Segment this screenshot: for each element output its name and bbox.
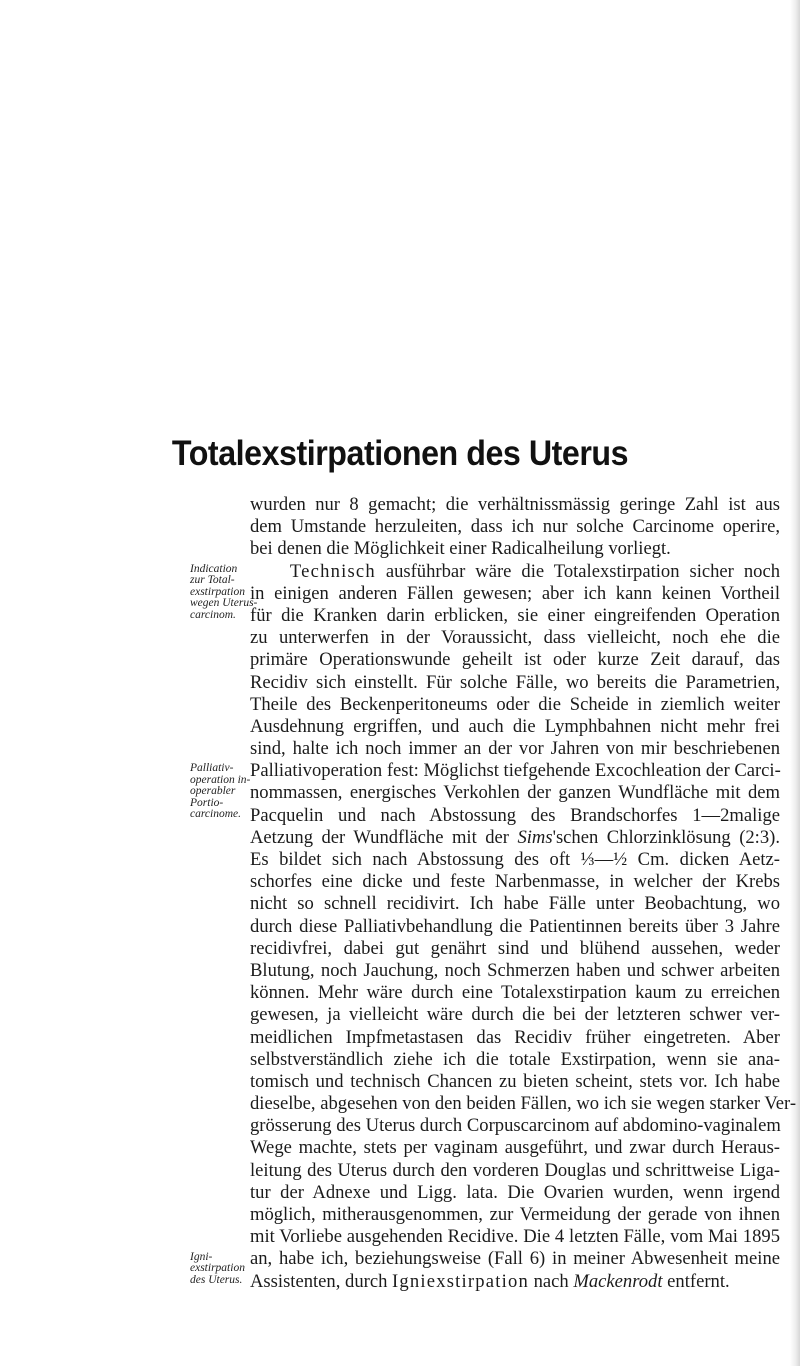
margin-note-line: wegen Uterus- [190,597,258,610]
text-run: dieselbe, abgesehen von den beiden Fällen, wo ich sie wegen starker Ver- [250,1093,797,1115]
text-run: können. Mehr wäre durch eine Totalexstirpation kaum zu erreichen [250,982,780,1004]
body-text [250,494,797,1293]
text-line [250,1093,797,1115]
text-run: nicht so schnell recidivirt. Ich habe Fälle unter Beobachtung, wo [250,893,780,915]
text-run: Theile des Beckenperitoneums oder die Scheide in ziemlich weiter [250,693,780,715]
text-line [250,938,780,960]
margin-note-line: Indication [190,562,238,575]
text-run: Es bildet sich nach Abstossung des oft ⅓—½ Cm. dicken Aetz- [250,849,780,870]
italic-name: Mackenrodt [573,1270,663,1292]
text-run: Pacquelin und nach Abstossung des Brandschorfes 1—2malige [250,804,780,826]
text-run: dem Umstande herzuleiten, dass ich nur solche Carcinome operire, [250,516,780,538]
text-line [250,538,780,560]
text-line [250,1204,780,1226]
margin-note [190,763,250,821]
text-run: selbstverständlich ziehe ich die totale Exstirpation, wenn sie ana- [250,1048,780,1070]
text-line [250,1226,780,1248]
text-run [250,561,290,582]
text-line [250,1271,780,1293]
text-line [250,1049,780,1071]
text-run: recidivfrei, dabei gut genährt sind und blühend aussehen, weder [250,937,780,959]
text-line [250,782,780,804]
italic-name: Sims [517,826,553,848]
text-line [250,1071,780,1093]
margin-note-line: Igni- [190,1250,213,1263]
margin-note-line: carcinom. [190,608,236,621]
text-run: Palliativoperation fest: Möglichst tiefgehende Excochleation der Carci- [250,760,781,782]
text-line [250,916,780,938]
text-run: leitung des Uterus durch den vorderen Douglas und schrittweise Liga- [250,1159,780,1181]
margin-note [190,1252,250,1287]
text-line [250,1160,780,1182]
text-run: gewesen, ja vielleicht wäre durch die bei der letzteren schwer ver- [250,1004,780,1026]
text-run: mit Vorliebe ausgehenden Recidive. Die 4 letzten Fälle, vom Mai 1895 [250,1226,780,1248]
margin-note-line: exstirpation [190,1262,245,1275]
text-run: sind, halte ich noch immer an der vor Jahren von mir beschriebenen [250,738,780,760]
text-run: tomisch und technisch Chancen zu bieten scheint, stets vor. Ich habe [250,1070,780,1092]
text-run: nommassen, energisches Verkohlen der ganzen Wundfläche mit dem [250,782,780,804]
running-title: Totalexstirpationen des Uterus [171,434,629,473]
text-line [250,649,780,671]
text-run: Wege machte, stets per vaginam ausgeführt, und zwar durch Heraus- [250,1137,780,1159]
text-run: primäre Operationswunde geheilt ist oder kurze Zeit darauf, das [250,649,780,671]
text-line [250,561,780,583]
margin-note-line: Palliativ- [190,762,234,775]
margin-note [190,562,258,622]
spaced-term: Igniexstirpation [392,1270,529,1292]
text-run: Blutung, noch Jauchung, noch Schmerzen haben und schwer arbeiten [250,959,780,981]
text-run: an, habe ich, beziehungsweise (Fall 6) in meiner Abwesenheit meine [250,1248,780,1270]
text-line [250,694,780,716]
text-run: ausführbar wäre die Totalexstirpation sicher noch [375,560,780,582]
text-line [250,672,780,694]
text-run: zu unterwerfen in der Voraussicht, dass vielleicht, noch ehe die [250,627,780,649]
text-run: bei denen die Möglichkeit einer Radicalheilung vorliegt. [250,538,671,560]
text-line [250,960,780,982]
page-edge [790,0,800,1366]
text-run: in einigen anderen Fällen gewesen; aber ich kann keinen Vortheil [250,582,780,604]
margin-note-line: Portio- [190,796,224,809]
spaced-term: Technisch [289,560,376,582]
text-line [250,893,780,915]
text-line [250,827,780,849]
text-run: Aetzung der Wundfläche mit der [250,826,518,848]
text-line [250,1248,780,1270]
margin-note-line: exstirpation [190,585,245,598]
text-run: nach [528,1270,574,1292]
text-run: durch diese Palliativbehandlung die Patientinnen bereits über 3 Jahre [250,915,780,937]
text-run: entfernt. [662,1270,730,1292]
text-run: tur der Adnexe und Ligg. lata. Die Ovarien wurden, wenn irgend [250,1181,780,1203]
text-line [250,494,780,516]
text-line [250,1004,780,1026]
text-line [250,605,780,627]
text-run: Ausdehnung ergriffen, und auch die Lymphbahnen nicht mehr frei [250,715,780,737]
text-line [250,516,780,538]
margin-note-line: des Uterus. [190,1273,243,1286]
text-line [250,583,780,605]
text-line [250,849,780,871]
text-run: grösserung des Uterus durch Corpuscarcinom auf abdomino-vaginalem [250,1115,781,1137]
margin-note-line: carcinome. [190,808,241,821]
text-run: Assistenten, durch [250,1270,393,1292]
text-line [250,982,780,1004]
text-run: schorfes eine dicke und feste Narbenmasse, in welcher der Krebs [250,871,780,893]
text-run: für die Kranken darin erblicken, sie einer eingreifenden Operation [250,604,780,626]
text-line [250,1115,780,1137]
text-line [250,805,780,827]
text-line [250,627,780,649]
margin-note-line: operabler [190,785,236,798]
text-line [250,738,780,760]
text-run: meidlichen Impfmetastasen das Recidiv früher eingetreten. Aber [250,1026,780,1048]
text-line [250,760,780,782]
text-run: 'schen Chlorzinklösung (2:3). [552,826,780,848]
text-run: möglich, mitherausgenommen, zur Vermeidung der gerade von ihnen [250,1204,780,1225]
text-line [250,1182,780,1204]
text-line [250,871,780,893]
text-run: Recidiv sich einstellt. Für solche Fälle, wo bereits die Parametrien, [250,671,780,693]
text-run: wurden nur 8 gemacht; die verhältnissmässig geringe Zahl ist aus [250,494,780,515]
text-line [250,1137,780,1159]
text-line [250,1027,780,1049]
margin-note-line: operation in- [190,773,251,786]
text-line [250,716,780,738]
margin-note-line: zur Total- [190,574,235,587]
